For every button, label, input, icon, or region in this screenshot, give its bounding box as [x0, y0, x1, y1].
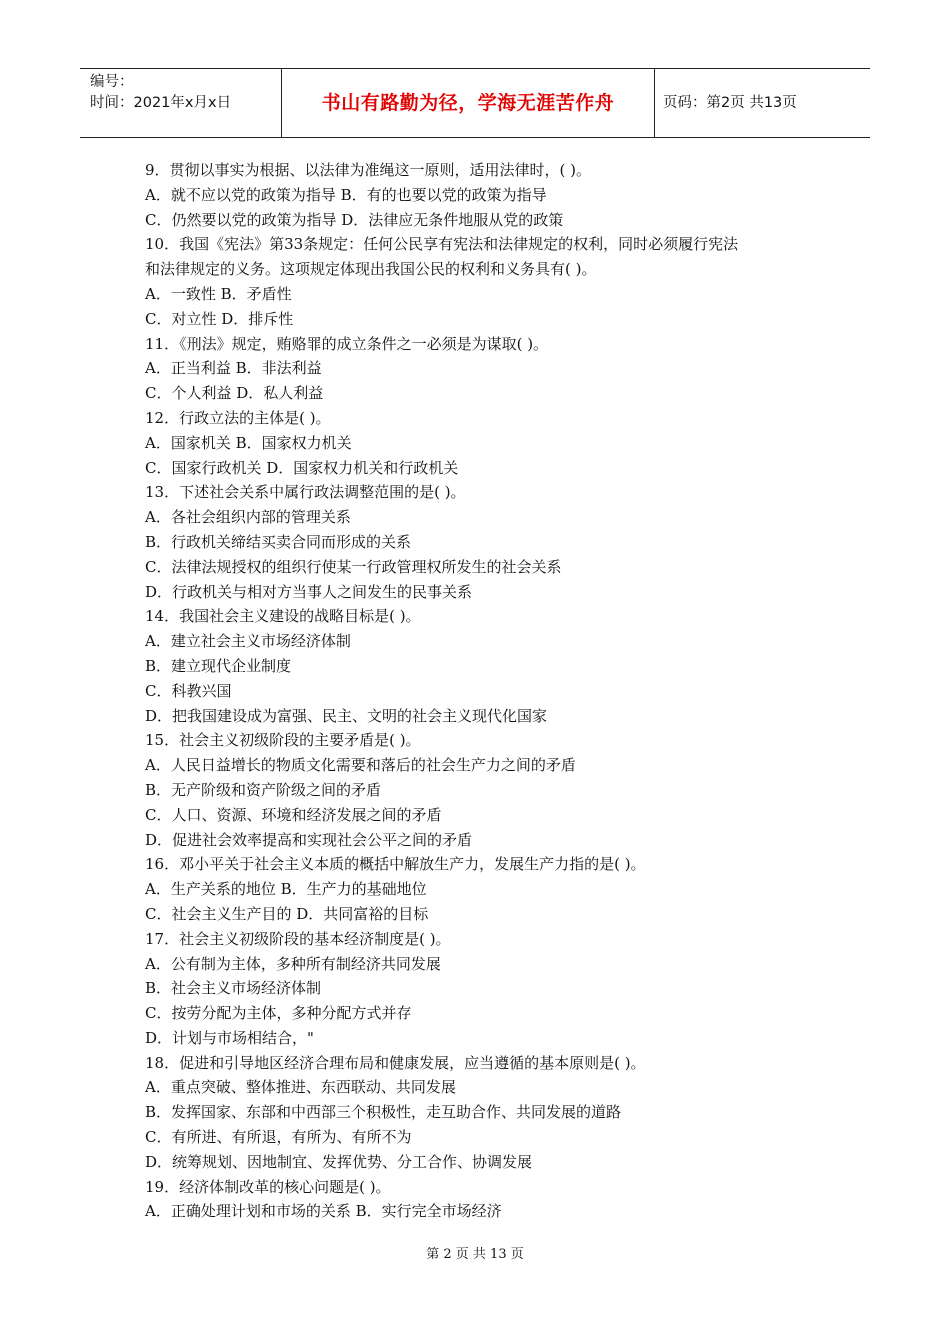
text-line: C．社会主义生产目的 D．共同富裕的目标	[145, 904, 429, 923]
text-line: 13．下述社会关系中属行政法调整范围的是( )。	[145, 483, 466, 502]
text-line: B．社会主义市场经济体制	[145, 979, 322, 998]
text-line: A．公有制为主体，多种所有制经济共同发展	[145, 954, 441, 973]
text-line: C．个人利益 D．私人利益	[145, 384, 324, 403]
page-header	[80, 68, 870, 138]
text-line: 9．贯彻以事实为根据、以法律为准绳这一原则，适用法律时，( )。	[145, 161, 592, 179]
text-line: A．人民日益增长的物质文化需要和落后的社会生产力之间的矛盾	[145, 756, 576, 775]
text-line: C．国家行政机关 D．国家权力机关和行政机关	[145, 458, 459, 477]
text-line: C．仍然要以党的政策为指导 D．法律应无条件地服从党的政策	[145, 210, 564, 229]
text-line: B．行政机关缔结买卖合同而形成的关系	[145, 532, 412, 551]
text-line: 15．社会主义初级阶段的主要矛盾是( )。	[145, 731, 421, 750]
text-line: 11．《刑法》规定，贿赂罪的成立条件之一必须是为谋取( )。	[145, 334, 549, 353]
text-line: 16．邓小平关于社会主义本质的概括中解放生产力，发展生产力指的是( )。	[145, 855, 646, 874]
header-motto: 书山有路勤为径，学海无涯苦作舟	[282, 69, 655, 137]
text-line: D．统筹规划、因地制宜、发挥优势、分工合作、协调发展	[145, 1152, 533, 1171]
text-line: A．国家机关 B．国家权力机关	[145, 433, 352, 452]
text-line: A．重点突破、整体推进、东西联动、共同发展	[145, 1078, 456, 1097]
document-number-label: 编号：	[90, 74, 134, 90]
header-page-info: 页码：第2页 共13页	[663, 95, 797, 111]
text-line: D．把我国建设成为富强、民主、文明的社会主义现代化国家	[145, 706, 548, 725]
text-line: B．建立现代企业制度	[145, 656, 292, 675]
text-line: A．建立社会主义市场经济体制	[145, 632, 351, 651]
text-line: D．行政机关与相对方当事人之间发生的民事关系	[145, 582, 473, 601]
text-line: C．有所进、有所退，有所为、有所不为	[145, 1128, 412, 1147]
text-line: 17．社会主义初级阶段的基本经济制度是( )。	[145, 929, 451, 948]
text-line: C．对立性 D．排斥性	[145, 309, 294, 328]
text-line: B．无产阶级和资产阶级之间的矛盾	[145, 780, 382, 799]
text-line: A．就不应以党的政策为指导 B．有的也要以党的政策为指导	[145, 185, 547, 204]
text-line: C．法律法规授权的组织行使某一行政管理权所发生的社会关系	[145, 557, 562, 576]
text-line: B．发挥国家、东部和中西部三个积极性，走互助合作、共同发展的道路	[145, 1103, 622, 1122]
text-line: D．计划与市场相结合，"	[145, 1028, 314, 1047]
text-line: C．按劳分配为主体，多种分配方式并存	[145, 1004, 412, 1023]
text-line: C．人口、资源、环境和经济发展之间的矛盾	[145, 805, 442, 824]
header-meta-cell	[80, 69, 282, 137]
text-line: A．正确处理计划和市场的关系 B．实行完全市场经济	[145, 1202, 502, 1221]
text-line: 10．我国《宪法》第33条规定：任何公民享有宪法和法律规定的权利，同时必须履行宪法	[145, 235, 739, 254]
page-footer: 第 2 页 共 13 页	[426, 1247, 524, 1262]
text-line: D．促进社会效率提高和实现社会公平之间的矛盾	[145, 830, 473, 849]
text-line: A．一致性 B．矛盾性	[145, 284, 292, 303]
text-line: 12．行政立法的主体是( )。	[145, 408, 331, 427]
text-line: 14．我国社会主义建设的战略目标是( )。	[145, 607, 421, 626]
text-line: 19．经济体制改革的核心问题是( )。	[145, 1177, 391, 1196]
text-line: 和法律规定的义务。这项规定体现出我国公民的权利和义务具有( )。	[145, 260, 597, 279]
document-time-label: 时间：2021年x月x日	[90, 95, 232, 111]
text-line: A．生产关系的地位 B．生产力的基础地位	[145, 880, 427, 899]
text-line: A．正当利益 B．非法利益	[145, 359, 322, 378]
text-line: 18．促进和引导地区经济合理布局和健康发展，应当遵循的基本原则是( )。	[145, 1053, 646, 1072]
text-line: A．各社会组织内部的管理关系	[145, 508, 351, 527]
question-body	[145, 158, 825, 1224]
text-line: C．科教兴国	[145, 681, 232, 700]
